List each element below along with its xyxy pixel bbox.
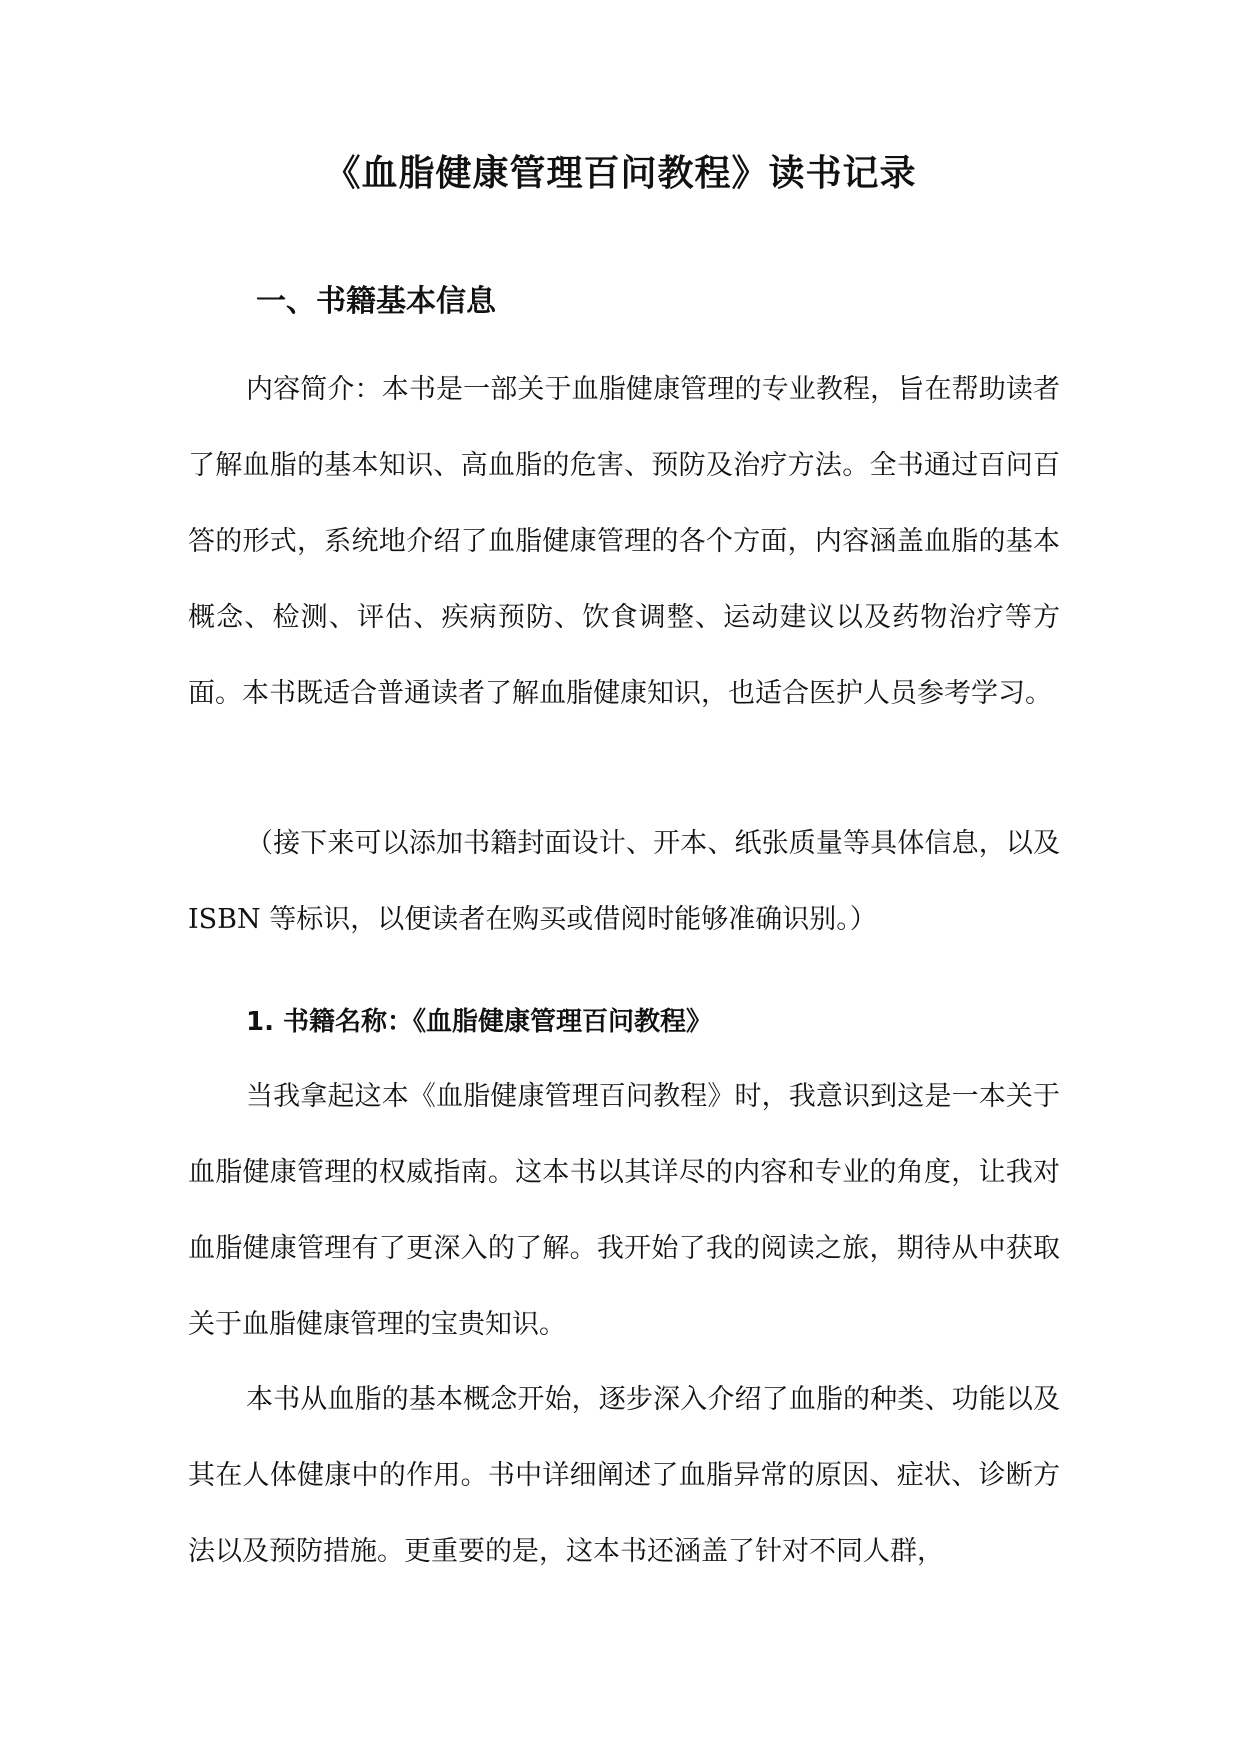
reading-paragraph-2: 本书从血脂的基本概念开始，逐步深入介绍了血脂的种类、功能以及其在人体健康中的作用。书中详细阐述了血脂异常的原因、症状、诊断方法以及预防措施。更重要的是，这本书还涵盖了针对不同人群， xyxy=(188,1384,1060,1567)
subsection-heading-book-name: 1. 书籍名称：《血脂健康管理百问教程》 xyxy=(246,1007,713,1037)
intro-paragraph: 内容简介：本书是一部关于血脂健康管理的专业教程，旨在帮助读者了解血脂的基本知识、高血脂的危害、预防及治疗方法。全书通过百问百答的形式，系统地介绍了血脂健康管理的各个方面，内容涵盖血脂的基本概念、检测、评估、疾病预防、饮食调整、运动建议以及药物治疗等方面。本书既适合普通读者了解血脂健康知识，也适合医护人员参考学习。 xyxy=(188,374,1060,709)
document-title: 《血脂健康管理百问教程》读书记录 xyxy=(324,153,917,194)
section-heading-basic-info: 一、书籍基本信息 xyxy=(256,284,496,319)
reading-paragraph-1: 当我拿起这本《血脂健康管理百问教程》时，我意识到这是一本关于血脂健康管理的权威指南。这本书以其详尽的内容和专业的角度，让我对血脂健康管理有了更深入的了解。我开始了我的阅读之旅，期待从中获取关于血脂健康管理的宝贵知识。 xyxy=(188,1081,1060,1340)
note-paragraph: （接下来可以添加书籍封面设计、开本、纸张质量等具体信息，以及 ISBN 等标识，以便读者在购买或借阅时能够准确识别。） xyxy=(188,828,1060,935)
